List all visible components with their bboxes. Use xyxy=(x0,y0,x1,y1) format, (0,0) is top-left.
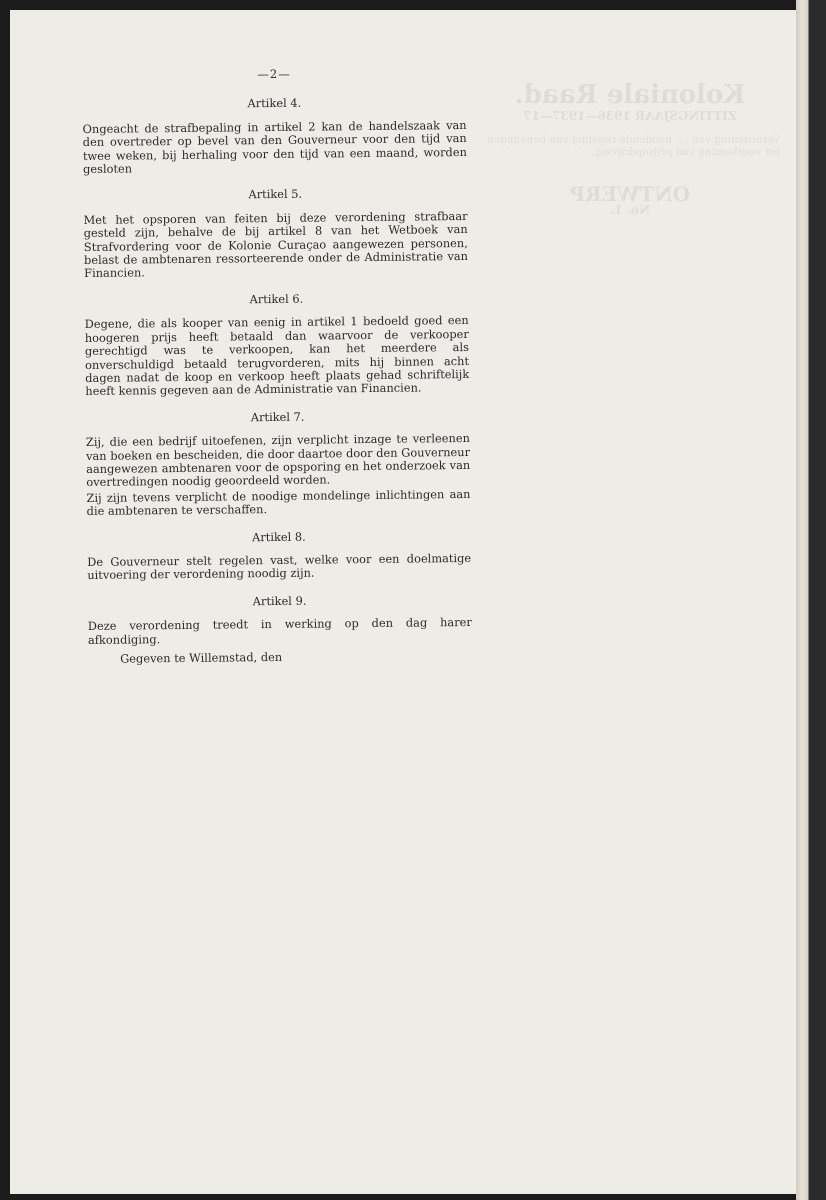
article-paragraph: Degene, die als kooper van eenig in artikel 1 bedoeld goed een hoogeren prijs heeft betaald dan waarvoor de verkooper gerechtigd was te verkoopen, kan het meerdere als onverschuldigd betaald terugvorderen, mits hij binnen acht dagen nadat de koop en verkoop heeft plaats gehad schriftelijk heeft kennis gegeven aan de Administratie van Financien. xyxy=(84,313,470,399)
article-heading: Artikel 8. xyxy=(251,529,306,544)
page-number: —2— xyxy=(257,66,291,82)
text-column xyxy=(82,66,472,666)
article-paragraph: Ongeacht de strafbepaling in artikel 2 kan de handelszaak van den overtreder op bevel van den Gouverneur voor den tijd van twee weken, bij herhaling voor den tijd van een maand, worden gesloten xyxy=(82,117,467,177)
article-paragraph: Met het opsporen van feiten bij deze verordening strafbaar gesteld zijn, behalve de bij artikel 8 van het Wetboek van Strafvordering voor de Kolonie Curaçao aangewezen personen, belast de ambtenaren ressorteerende onder de Administratie van Financien. xyxy=(83,208,469,281)
signoff-line: Gegeven te Willemstad, den xyxy=(120,649,283,666)
scan-top-border xyxy=(0,0,826,10)
bleed-through-number: No. 1. xyxy=(610,203,650,217)
article-paragraph: De Gouverneur stelt regelen vast, welke voor een doelmatige uitvoering der verordening noodig zijn. xyxy=(87,550,472,583)
article-heading: Artikel 5. xyxy=(248,187,303,202)
bleed-through-text xyxy=(480,80,780,228)
page-edge xyxy=(796,0,826,1200)
bleed-through-title: Koloniale Raad. xyxy=(514,80,746,110)
article-paragraph: Deze verordening treedt in werking op den dag harer afkondiging. xyxy=(87,615,472,647)
article-heading: Artikel 4. xyxy=(247,96,302,111)
article-heading: Artikel 9. xyxy=(252,593,307,609)
bleed-through-subtitle: ZITTINGSJAAR 1936—1937—17 xyxy=(523,109,737,123)
bleed-through-stamp: ONTWERP xyxy=(570,182,690,206)
article-paragraph: Zij zijn tevens verplicht de noodige mondelinge inlichtingen aan die ambtenaren te verschaffen. xyxy=(86,486,471,519)
article-heading: Artikel 7. xyxy=(250,409,305,424)
document-page xyxy=(10,10,796,1194)
article-paragraph: Zij, die een bedrijf uitoefenen, zijn verplicht inzage te verleenen van boeken en bescheiden, die door daartoe door den Gouverneur aangewezen ambtenaren voor de opsporing en het onderzoek van overtredingen noodig geoordeeld worden. xyxy=(85,431,471,490)
article-heading: Artikel 6. xyxy=(249,291,304,307)
bleed-through-intro: Verordening van .... houdende regeling van bepalingen ter voorkoming van prijsopdrijving. xyxy=(487,134,780,158)
